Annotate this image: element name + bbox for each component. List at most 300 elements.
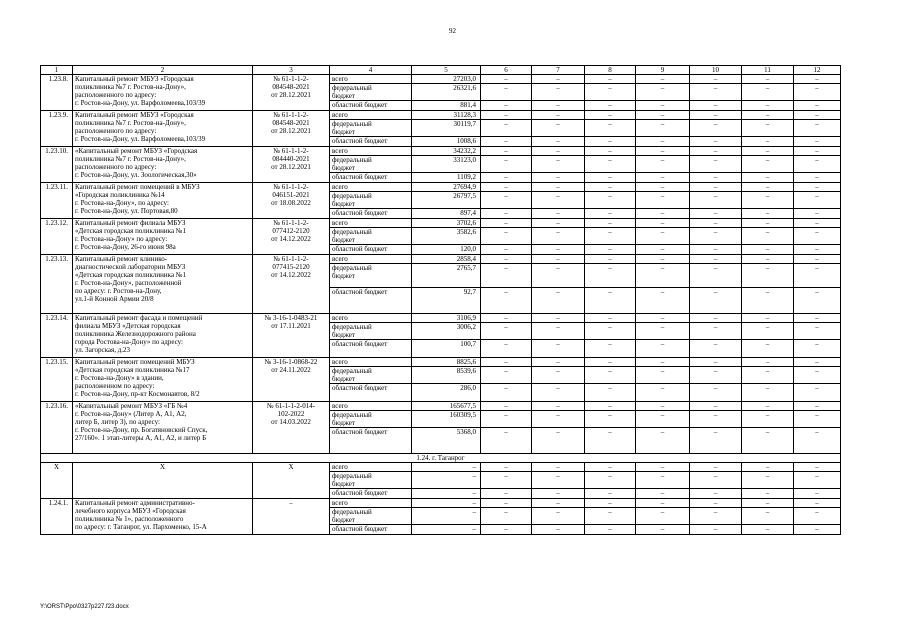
empty-year-value: – (532, 209, 585, 219)
empty-year-value: – (690, 384, 742, 402)
empty-year-value: – (532, 183, 585, 192)
table-row (41, 499, 841, 508)
empty-year-value: – (481, 428, 532, 454)
empty-year-value: – (585, 173, 636, 183)
column-header: 10 (690, 66, 742, 75)
document-reference: № 61-1-1-2- 077412-2120 от 14.12.2022 (253, 219, 330, 255)
empty-year-value: – (532, 245, 585, 255)
empty-year-value: – (636, 411, 690, 428)
empty-year-value: – (532, 314, 585, 323)
empty-year-value: – (636, 508, 690, 525)
empty-year-value: – (532, 219, 585, 228)
column-header-row (41, 66, 841, 75)
item-description: Капитальный ремонт фасада и помещений филиала МБУЗ «Детская городская поликлиника Железнодорожного района города Ростова-на-Дону» по адресу: ул. Загорская, д.23 (73, 314, 253, 358)
funding-source-label: федеральный бюджет (330, 228, 412, 245)
empty-year-value: – (532, 402, 585, 411)
amount-total: 286,0 (412, 384, 481, 402)
empty-year-value: – (690, 402, 742, 411)
empty-year-value: – (481, 137, 532, 147)
empty-year-value: – (690, 101, 742, 111)
item-description: Капитальный ремонт филиала МБУЗ «Детская городская поликлиника №1 г. Ростова-на-Дону» по адресу: г. Ростов-на-Дону, 26-го июня 98а (73, 219, 253, 255)
amount-total: 897,4 (412, 209, 481, 219)
empty-year-value: – (481, 264, 532, 288)
empty-year-value: – (742, 411, 794, 428)
column-header: 2 (73, 66, 253, 75)
empty-year-value: – (481, 411, 532, 428)
empty-year-value: – (742, 402, 794, 411)
empty-year-value: – (636, 111, 690, 120)
empty-year-value: – (585, 499, 636, 508)
column-header: 12 (794, 66, 841, 75)
amount-total: 881,4 (412, 101, 481, 111)
empty-year-value: – (585, 508, 636, 525)
empty-year-value: – (481, 147, 532, 156)
empty-year-value: – (742, 384, 794, 402)
item-description: Капитальный ремонт клинико- диагностической лаборатории МБУЗ «Детская городская поликлиника №1 г. Ростов-на-Дону», расположенной по адресу: г. Ростов-на-Дону, ул.1-й Конной Армии 20/8 (73, 255, 253, 314)
document-reference: № 61-1-1-2- 084548-2021 от 28.12.2021 (253, 111, 330, 147)
funding-source-label: областной бюджет (330, 525, 412, 535)
empty-year-value: – (532, 255, 585, 264)
empty-year-value: – (481, 173, 532, 183)
empty-year-value: – (585, 156, 636, 173)
empty-year-value: – (690, 219, 742, 228)
empty-year-value: – (585, 183, 636, 192)
document-reference: № 61-1-1-2- 046151-2021 от 18.08.2022 (253, 183, 330, 219)
item-description: Капитальный ремонт административно- лечебного корпуса МБУЗ «Городская поликлиника № 1», расположенного по адресу: г. Таганрог, ул. Пархоменко, 15-А (73, 499, 253, 535)
empty-year-value: – (636, 228, 690, 245)
table-row (41, 255, 841, 264)
empty-year-value: – (481, 508, 532, 525)
empty-year-value: – (532, 463, 585, 472)
empty-year-value: – (532, 120, 585, 137)
empty-year-value: – (690, 255, 742, 264)
amount-total: 1008,6 (412, 137, 481, 147)
column-header: 3 (253, 66, 330, 75)
empty-year-value: – (636, 192, 690, 209)
funding-source-label: всего (330, 147, 412, 156)
funding-source-label: всего (330, 499, 412, 508)
empty-year-value: – (585, 84, 636, 101)
empty-year-value: – (742, 75, 794, 84)
empty-year-value: – (690, 84, 742, 101)
empty-year-value: – (636, 219, 690, 228)
item-description: «Капитальный ремонт МБУЗ «Городская поликлиника №7 г. Ростов-на-Дону», расположенного по адресу: г. Ростов-на-Дону, ул. Зоологическая,30» (73, 147, 253, 183)
empty-year-value: – (742, 264, 794, 288)
document-reference: № 61-1-1-2-014- 102-2022 от 14.03.2022 (253, 402, 330, 454)
empty-year-value: – (794, 120, 841, 137)
table-row (41, 183, 841, 192)
amount-total: 3582,6 (412, 228, 481, 245)
item-number: 1.23.12. (41, 219, 73, 255)
funding-source-label: федеральный бюджет (330, 508, 412, 525)
empty-year-value: – (585, 340, 636, 358)
empty-year-value: – (481, 525, 532, 535)
empty-year-value: – (690, 75, 742, 84)
empty-year-value: – (585, 428, 636, 454)
section-row (41, 454, 841, 463)
empty-year-value: – (481, 463, 532, 472)
empty-year-value: – (794, 147, 841, 156)
funding-source-label: федеральный бюджет (330, 472, 412, 489)
empty-year-value: – (532, 173, 585, 183)
empty-year-value: – (481, 228, 532, 245)
item-description: Капитальный ремонт помещений в МБУЗ «Городская поликлиника №14 г. Ростова-на-Дону», по адресу: г. Ростов-на-Дону, ул. Портовая,80 (73, 183, 253, 219)
funding-source-label: областной бюджет (330, 428, 412, 454)
funding-source-label: областной бюджет (330, 489, 412, 499)
empty-year-value: – (794, 499, 841, 508)
item-description: Капитальный ремонт помещений МБУЗ «Детская городская поликлиника №17 г. Ростова-на-Дону» в здании, расположенном по адресу: г. Ростов-на-Дону, пр-кт Космонавтов, 8/2 (73, 358, 253, 402)
funding-source-label: всего (330, 314, 412, 323)
empty-year-value: – (742, 228, 794, 245)
funding-source-label: областной бюджет (330, 340, 412, 358)
empty-year-value: – (794, 472, 841, 489)
empty-year-value: – (585, 264, 636, 288)
empty-year-value: – (585, 402, 636, 411)
empty-year-value: – (794, 508, 841, 525)
item-description: «Капитальный ремонт МБУЗ «ГБ №4 г. Ростов-на-Дону» (Литер А, А1, А2, литер Б, литер 3), по адресу: г. Ростов-на-Дону, пр. Богатяновский Спуск, 27/160». 1 этап-литеры А, А1, А2, и литер Б (73, 402, 253, 454)
empty-year-value: – (794, 367, 841, 384)
empty-year-value: – (532, 525, 585, 535)
empty-year-value: – (690, 358, 742, 367)
item-number: Х (41, 463, 73, 499)
empty-year-value: – (794, 384, 841, 402)
program-table (40, 65, 841, 535)
empty-year-value: – (532, 472, 585, 489)
empty-year-value: – (742, 120, 794, 137)
page-number: 92 (449, 27, 456, 35)
empty-year-value: – (742, 173, 794, 183)
column-header: 8 (585, 66, 636, 75)
funding-source-label: всего (330, 402, 412, 411)
empty-year-value: – (794, 156, 841, 173)
table-row (41, 75, 841, 84)
empty-year-value: – (532, 489, 585, 499)
empty-year-value: – (690, 472, 742, 489)
empty-year-value: – (481, 367, 532, 384)
table-row (41, 111, 841, 120)
empty-year-value: – (794, 101, 841, 111)
empty-year-value: – (742, 367, 794, 384)
empty-year-value: – (481, 314, 532, 323)
empty-year-value: – (585, 101, 636, 111)
empty-year-value: – (532, 428, 585, 454)
empty-year-value: – (585, 147, 636, 156)
empty-year-value: – (794, 192, 841, 209)
empty-year-value: – (690, 489, 742, 499)
empty-year-value: – (532, 508, 585, 525)
item-number: 1.23.8. (41, 75, 73, 111)
empty-year-value: – (690, 340, 742, 358)
empty-year-value: – (794, 111, 841, 120)
empty-year-value: – (532, 288, 585, 314)
empty-year-value: – (742, 245, 794, 255)
empty-year-value: – (636, 84, 690, 101)
empty-year-value: – (585, 463, 636, 472)
funding-source-label: федеральный бюджет (330, 264, 412, 288)
table-row (41, 463, 841, 472)
empty-year-value: – (585, 525, 636, 535)
empty-year-value: – (481, 192, 532, 209)
empty-year-value: – (742, 499, 794, 508)
empty-year-value: – (794, 358, 841, 367)
empty-year-value: – (481, 288, 532, 314)
empty-year-value: – (532, 367, 585, 384)
amount-total: 3702,6 (412, 219, 481, 228)
item-number: 1.23.10. (41, 147, 73, 183)
empty-year-value: – (690, 209, 742, 219)
empty-year-value: – (794, 228, 841, 245)
column-header: 6 (481, 66, 532, 75)
empty-year-value: – (636, 147, 690, 156)
item-number: 1.23.15. (41, 358, 73, 402)
empty-year-value: – (742, 183, 794, 192)
empty-year-value: – (585, 384, 636, 402)
funding-source-label: всего (330, 111, 412, 120)
empty-year-value: – (585, 75, 636, 84)
empty-year-value: – (532, 323, 585, 340)
document-reference: № 3-16-1-0483-21 от 17.11.2021 (253, 314, 330, 358)
amount-total: 27694,9 (412, 183, 481, 192)
empty-year-value: – (794, 245, 841, 255)
column-header: 11 (742, 66, 794, 75)
empty-year-value: – (742, 472, 794, 489)
empty-year-value: – (690, 463, 742, 472)
amount-total: 2765,7 (412, 264, 481, 288)
empty-year-value: – (585, 367, 636, 384)
empty-year-value: – (532, 111, 585, 120)
empty-year-value: – (585, 192, 636, 209)
empty-year-value: – (532, 147, 585, 156)
empty-year-value: – (636, 173, 690, 183)
document-reference: № 61-1-1-2- 084548-2021 от 28.12.2021 (253, 75, 330, 111)
empty-year-value: – (794, 428, 841, 454)
amount-total: 120,0 (412, 245, 481, 255)
empty-year-value: – (532, 264, 585, 288)
empty-year-value: – (532, 192, 585, 209)
empty-year-value: – (481, 255, 532, 264)
empty-year-value: – (481, 183, 532, 192)
empty-year-value: – (690, 173, 742, 183)
amount-total: 30119,7 (412, 120, 481, 137)
empty-year-value: – (742, 147, 794, 156)
empty-year-value: – (636, 428, 690, 454)
funding-source-label: федеральный бюджет (330, 411, 412, 428)
empty-year-value: – (585, 323, 636, 340)
section-title: 1.24. г. Таганрог (41, 454, 841, 463)
funding-source-label: всего (330, 219, 412, 228)
funding-source-label: областной бюджет (330, 288, 412, 314)
table-row (41, 358, 841, 367)
table-row (41, 402, 841, 411)
empty-year-value: – (532, 228, 585, 245)
funding-source-label: всего (330, 463, 412, 472)
empty-year-value: – (636, 288, 690, 314)
empty-year-value: – (690, 192, 742, 209)
empty-year-value: – (481, 219, 532, 228)
empty-year-value: – (794, 288, 841, 314)
item-number: 1.23.16. (41, 402, 73, 454)
amount-total: 2858,4 (412, 255, 481, 264)
empty-year-value: – (690, 111, 742, 120)
empty-year-value: – (794, 137, 841, 147)
empty-year-value: – (585, 209, 636, 219)
empty-year-value: – (636, 463, 690, 472)
funding-source-label: областной бюджет (330, 137, 412, 147)
funding-source-label: федеральный бюджет (330, 120, 412, 137)
amount-total: 165677,5 (412, 402, 481, 411)
empty-year-value: – (742, 219, 794, 228)
empty-year-value: – (690, 314, 742, 323)
empty-year-value: – (636, 209, 690, 219)
empty-year-value: – (481, 402, 532, 411)
empty-year-value: – (742, 137, 794, 147)
column-header: 4 (330, 66, 412, 75)
amount-total: 26321,6 (412, 84, 481, 101)
empty-year-value: – (742, 428, 794, 454)
empty-year-value: – (636, 525, 690, 535)
amount-total: 31128,3 (412, 111, 481, 120)
funding-source-label: областной бюджет (330, 101, 412, 111)
empty-year-value: – (742, 508, 794, 525)
empty-year-value: – (532, 137, 585, 147)
table-row (41, 147, 841, 156)
empty-year-value: – (532, 156, 585, 173)
amount-total: 33123,0 (412, 156, 481, 173)
empty-year-value: – (481, 358, 532, 367)
table-row (41, 219, 841, 228)
empty-year-value: – (481, 489, 532, 499)
empty-year-value: – (636, 183, 690, 192)
funding-source-label: федеральный бюджет (330, 323, 412, 340)
amount-total: – (412, 525, 481, 535)
funding-source-label: федеральный бюджет (330, 84, 412, 101)
empty-year-value: – (636, 264, 690, 288)
empty-year-value: – (532, 84, 585, 101)
empty-year-value: – (742, 156, 794, 173)
amount-total: – (412, 463, 481, 472)
empty-year-value: – (481, 499, 532, 508)
empty-year-value: – (636, 120, 690, 137)
funding-source-label: областной бюджет (330, 209, 412, 219)
item-number: 1.24.1. (41, 499, 73, 535)
empty-year-value: – (794, 314, 841, 323)
empty-year-value: – (742, 101, 794, 111)
empty-year-value: – (794, 525, 841, 535)
empty-year-value: – (742, 323, 794, 340)
empty-year-value: – (481, 245, 532, 255)
empty-year-value: – (532, 499, 585, 508)
empty-year-value: – (690, 323, 742, 340)
amount-total: – (412, 499, 481, 508)
empty-year-value: – (585, 472, 636, 489)
empty-year-value: – (585, 288, 636, 314)
column-header: 9 (636, 66, 690, 75)
funding-source-label: всего (330, 358, 412, 367)
amount-total: 3106,9 (412, 314, 481, 323)
empty-year-value: – (636, 340, 690, 358)
empty-year-value: – (585, 219, 636, 228)
table-row (41, 314, 841, 323)
empty-year-value: – (794, 489, 841, 499)
empty-year-value: – (690, 411, 742, 428)
empty-year-value: – (794, 183, 841, 192)
empty-year-value: – (532, 358, 585, 367)
empty-year-value: – (794, 173, 841, 183)
empty-year-value: – (481, 101, 532, 111)
empty-year-value: – (585, 245, 636, 255)
amount-total: 26797,5 (412, 192, 481, 209)
empty-year-value: – (742, 209, 794, 219)
amount-total: 92,7 (412, 288, 481, 314)
empty-year-value: – (794, 463, 841, 472)
funding-source-label: всего (330, 183, 412, 192)
empty-year-value: – (742, 525, 794, 535)
empty-year-value: – (794, 402, 841, 411)
funding-source-label: федеральный бюджет (330, 156, 412, 173)
empty-year-value: – (636, 358, 690, 367)
item-description: Капитальный ремонт МБУЗ «Городская поликлиника №7 г. Ростов-на-Дону», расположенного по адресу: г. Ростов-на-Дону, ул. Варфоломеева,103/39 (73, 111, 253, 147)
empty-year-value: – (636, 137, 690, 147)
empty-year-value: – (690, 156, 742, 173)
empty-year-value: – (636, 489, 690, 499)
empty-year-value: – (636, 367, 690, 384)
empty-year-value: – (690, 499, 742, 508)
empty-year-value: – (585, 314, 636, 323)
empty-year-value: – (794, 340, 841, 358)
empty-year-value: – (742, 192, 794, 209)
empty-year-value: – (481, 75, 532, 84)
amount-total: 5368,0 (412, 428, 481, 454)
amount-total: – (412, 489, 481, 499)
empty-year-value: – (690, 183, 742, 192)
empty-year-value: – (585, 358, 636, 367)
item-number: 1.23.9. (41, 111, 73, 147)
funding-source-label: федеральный бюджет (330, 192, 412, 209)
document-reference: – (253, 499, 330, 535)
empty-year-value: – (690, 367, 742, 384)
empty-year-value: – (690, 508, 742, 525)
empty-year-value: – (481, 120, 532, 137)
empty-year-value: – (794, 255, 841, 264)
empty-year-value: – (585, 120, 636, 137)
empty-year-value: – (636, 314, 690, 323)
empty-year-value: – (690, 245, 742, 255)
empty-year-value: – (794, 264, 841, 288)
empty-year-value: – (585, 411, 636, 428)
empty-year-value: – (794, 323, 841, 340)
empty-year-value: – (585, 137, 636, 147)
empty-year-value: – (585, 255, 636, 264)
amount-total: 160309,5 (412, 411, 481, 428)
document-reference: № 3-16-1-0868-22 от 24.11.2022 (253, 358, 330, 402)
empty-year-value: – (690, 525, 742, 535)
empty-year-value: – (690, 137, 742, 147)
empty-year-value: – (742, 84, 794, 101)
file-path-footer: Y:\ORST\Ppo\0327p227.f23.docx (40, 604, 129, 610)
document-reference: № 61-1-1-2- 077415-2120 от 14.12.2022 (253, 255, 330, 314)
empty-year-value: – (532, 384, 585, 402)
empty-year-value: – (636, 472, 690, 489)
amount-total: 3006,2 (412, 323, 481, 340)
empty-year-value: – (636, 101, 690, 111)
empty-year-value: – (690, 147, 742, 156)
empty-year-value: – (636, 499, 690, 508)
document-reference: № 61-1-1-2- 084440-2021 от 28.12.2021 (253, 147, 330, 183)
empty-year-value: – (690, 228, 742, 245)
item-description: Х (73, 463, 253, 499)
empty-year-value: – (690, 120, 742, 137)
empty-year-value: – (636, 323, 690, 340)
